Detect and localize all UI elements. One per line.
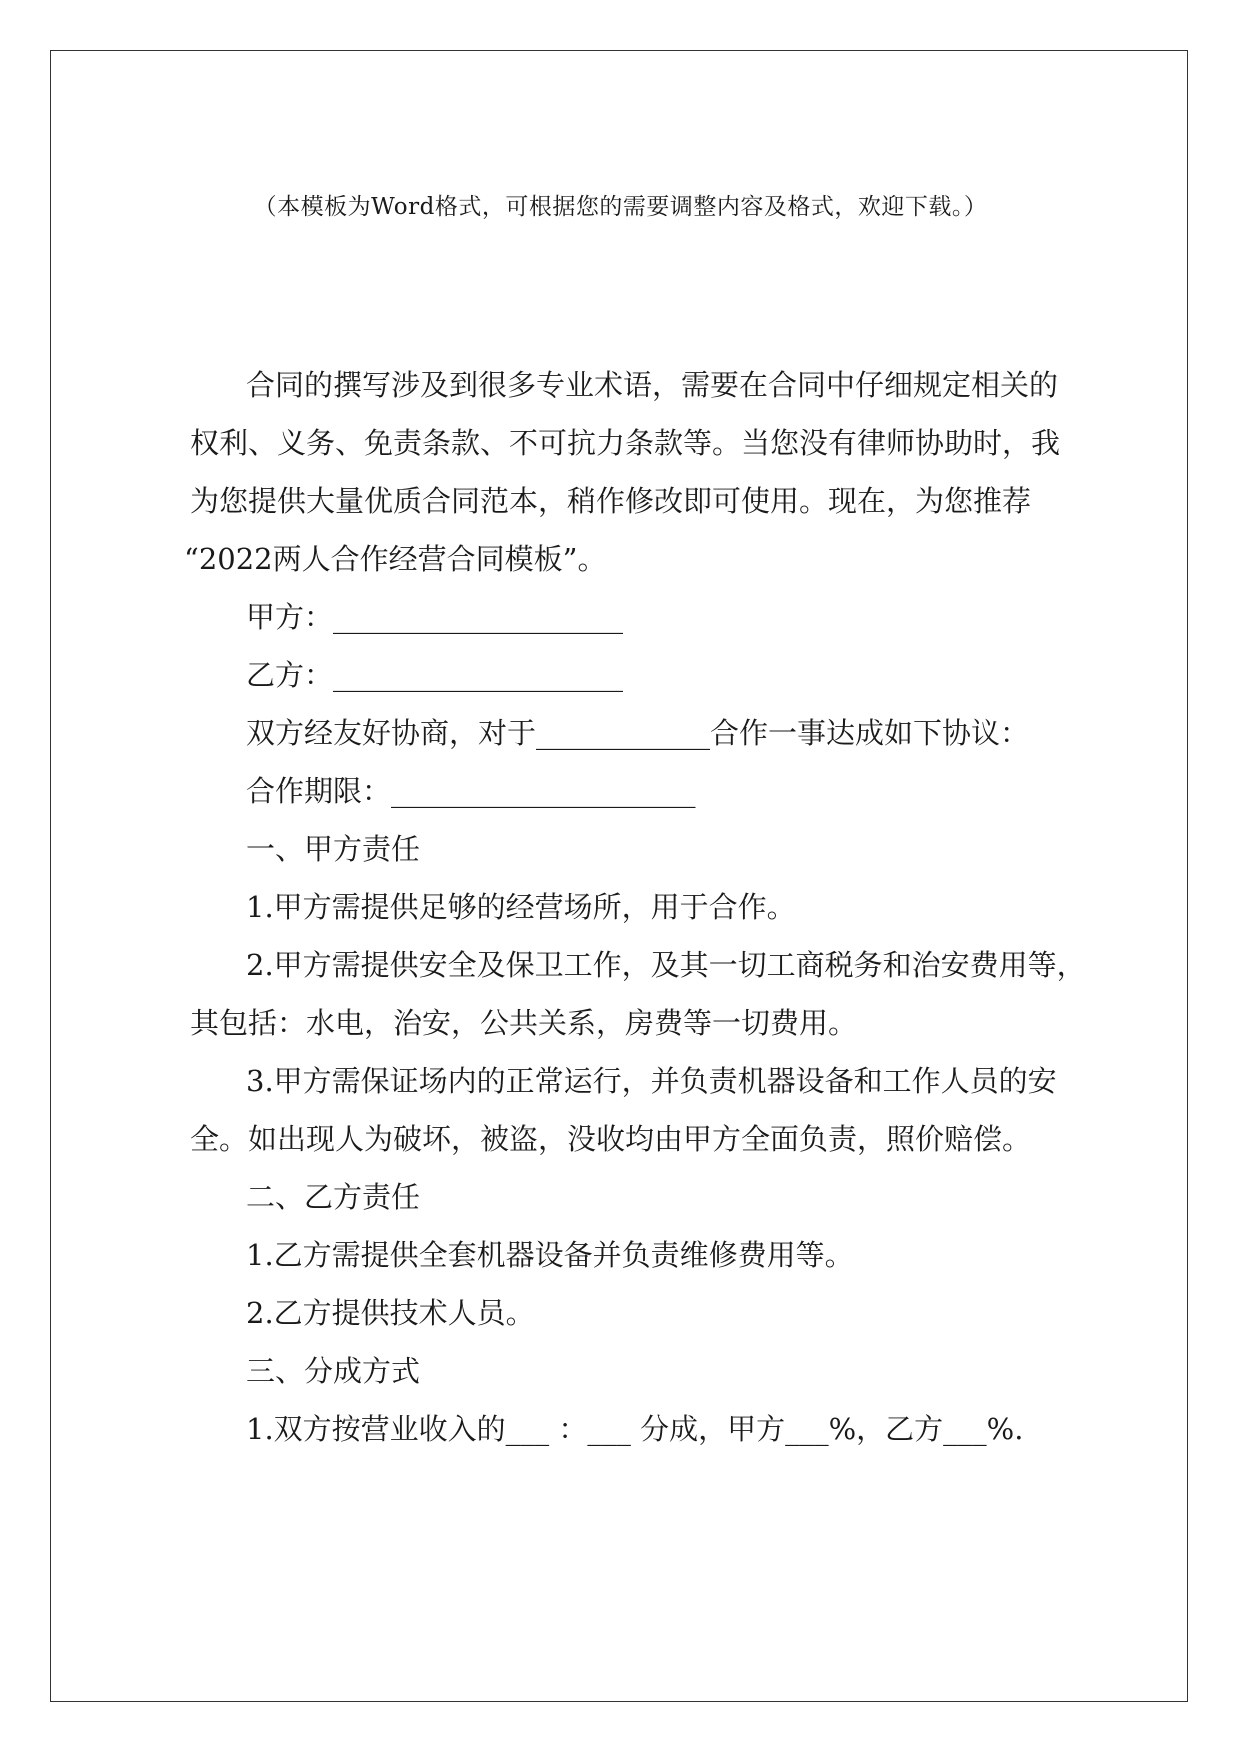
party-a-field: 甲方：____________________ <box>246 600 624 634</box>
clause-item: 2.乙方提供技术人员。 <box>246 1296 535 1330</box>
template-note: （本模板为Word格式，可根据您的需要调整内容及格式，欢迎下载。） <box>253 194 988 220</box>
paragraph-line: 为您提供大量优质合同范本，稍作修改即可使用。现在，为您推荐 <box>190 484 1032 518</box>
clause-item-continued: 全。如出现人为破坏，被盗，没收均由甲方全面负责，照价赔偿。 <box>190 1122 1032 1156</box>
section-heading: 三、分成方式 <box>246 1354 421 1388</box>
cooperation-term-field: 合作期限：_____________________ <box>246 774 696 808</box>
section-heading: 一、甲方责任 <box>246 832 421 866</box>
paragraph-line: “2022两人合作经营合同模板”。 <box>184 542 607 576</box>
agreement-intro: 双方经友好协商，对于____________合作一事达成如下协议： <box>246 716 1030 750</box>
clause-item: 1.双方按营业收入的___ ：___ 分成，甲方___%，乙方___%. <box>246 1412 1024 1446</box>
clause-item: 2.甲方需提供安全及保卫工作，及其一切工商税务和治安费用等， <box>246 948 1086 982</box>
paragraph-line: 合同的撰写涉及到很多专业术语，需要在合同中仔细规定相关的 <box>246 368 1059 402</box>
party-b-field: 乙方：____________________ <box>246 658 624 692</box>
paragraph-line: 权利、义务、免责条款、不可抗力条款等。当您没有律师协助时，我 <box>190 426 1061 460</box>
section-heading: 二、乙方责任 <box>246 1180 421 1214</box>
clause-item: 3.甲方需保证场内的正常运行，并负责机器设备和工作人员的安 <box>246 1064 1057 1098</box>
clause-item: 1.乙方需提供全套机器设备并负责维修费用等。 <box>246 1238 854 1272</box>
clause-item: 1.甲方需提供足够的经营场所，用于合作。 <box>246 890 796 924</box>
page-border <box>50 50 1188 1702</box>
clause-item-continued: 其包括：水电，治安，公共关系，房费等一切费用。 <box>190 1006 858 1040</box>
